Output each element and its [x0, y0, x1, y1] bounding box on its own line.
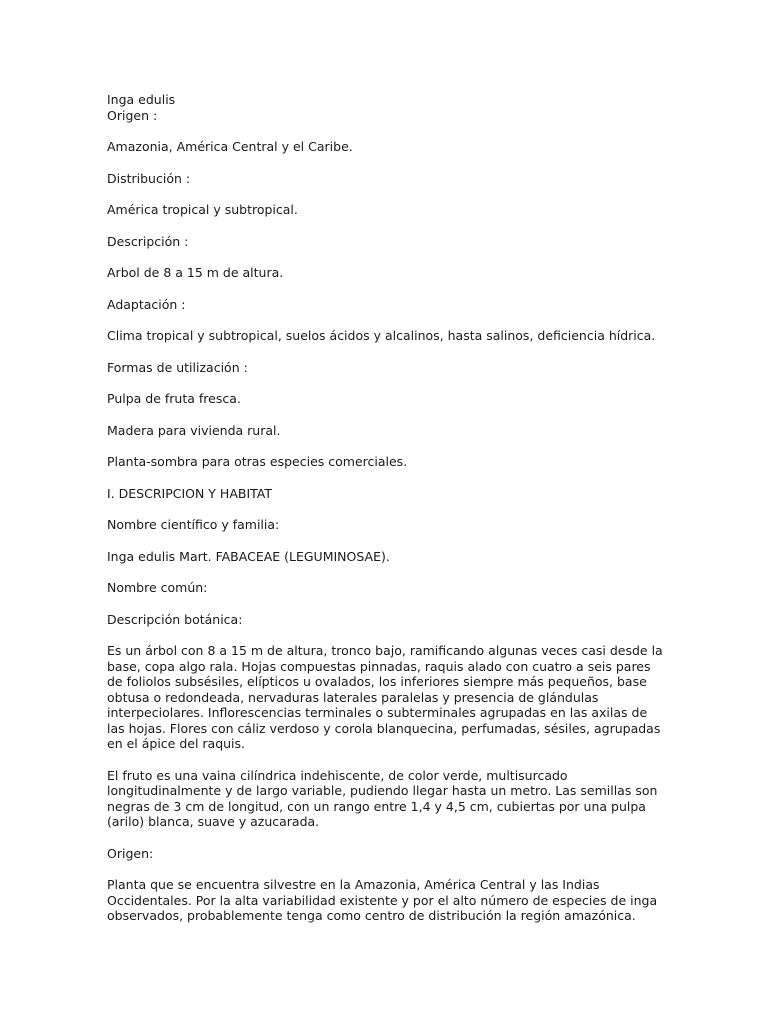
distribucion-text: América tropical y subtropical. [107, 202, 298, 217]
nombre-comun-heading: Nombre común: [107, 580, 208, 595]
origen-text: Amazonia, América Central y el Caribe. [107, 139, 353, 154]
origen-heading: Origen : [107, 107, 158, 123]
descripcion-botanica-paragraph: El fruto es una vaina cilíndrica indehiscente, de color verde, multisurcado longitudinalmente y de largo variable, pudiendo llegar hasta un metro. Las semillas son negras de 3 cm de longitud, con un rango entre 1,4 y 4,5 cm, cubiertas por una pulpa (arilo) blanca, suave y azucarada. [107, 767, 658, 829]
descripcion-botanica-heading: Descripción botánica: [107, 611, 243, 627]
document-page [107, 92, 667, 940]
formas-heading: Formas de utilización : [107, 359, 248, 375]
nombre-cientifico-heading: Nombre científico y familia: [107, 517, 280, 532]
formas-item: Pulpa de fruta fresca. [107, 391, 241, 406]
origen-text: Planta que se encuentra silvestre en la Amazonia, América Central y las Indias Occidentales. Por la alta variabilidad existente y por el alto número de especies de inga observados, probablemente tenga como centro de distribución la región amazónica. [107, 877, 658, 923]
adaptacion-heading: Adaptación : [107, 296, 186, 312]
document-title: Inga edulis [107, 92, 176, 107]
adaptacion-text: Clima tropical y subtropical, suelos ácidos y alcalinos, hasta salinos, deficiencia hídrica. [107, 328, 656, 343]
formas-item: Madera para vivienda rural. [107, 422, 281, 438]
descripcion-text: Arbol de 8 a 15 m de altura. [107, 265, 284, 280]
descripcion-botanica-paragraph: Es un árbol con 8 a 15 m de altura, tronco bajo, ramificando algunas veces casi desde la base, copa algo rala. Hojas compuestas pinnadas, raquis alado con cuatro a seis pares de foliolos subsésiles, elípticos u ovalados, los inferiores siempre más pequeños, base obtusa o redondeada, nervaduras laterales paralelas y presencia de glándulas interpeciolares. Inflorescencias terminales o subterminales agrupadas en las axilas de las hojas. Flores con cáliz verdoso y corola blanquecina, perfumadas, sésiles, agrupadas en el ápice del raquis. [107, 643, 663, 751]
distribucion-heading: Distribución : [107, 170, 191, 186]
formas-item: Planta-sombra para otras especies comerciales. [107, 454, 408, 469]
origen-heading: Origen: [107, 845, 154, 861]
section-heading: I. DESCRIPCION Y HABITAT [107, 485, 273, 501]
descripcion-heading: Descripción : [107, 233, 189, 249]
nombre-cientifico-text: Inga edulis Mart. FABACEAE (LEGUMINOSAE). [107, 548, 390, 564]
